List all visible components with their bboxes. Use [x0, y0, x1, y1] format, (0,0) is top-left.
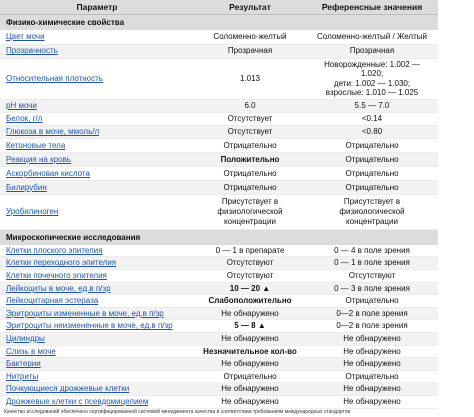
table-row	[0, 345, 438, 358]
table-row	[0, 58, 438, 99]
header-parameter: Параметр	[0, 0, 194, 15]
table-row	[0, 396, 438, 409]
reference-value: Отрицательно	[306, 370, 438, 383]
parameter-link[interactable]: Аскорбиновая кислота	[0, 166, 194, 180]
result-value: Отсутствуют	[194, 270, 306, 283]
footnote: Качество исследований обеспечено сертифицированной системой менеджмента качества в соответствии требованиям международных стандартов	[4, 409, 351, 415]
reference-value: Отрицательно	[306, 295, 438, 308]
header-reference: Референсные значения	[306, 0, 438, 15]
result-value: Отрицательно	[194, 166, 306, 180]
parameter-link[interactable]: Относительная плотность	[0, 58, 194, 99]
reference-value: Отрицательно	[306, 138, 438, 152]
reference-value: 0 — 1 в поле зрения	[306, 257, 438, 270]
table-row	[0, 383, 438, 396]
result-value: Не обнаружено	[194, 396, 306, 409]
parameter-link[interactable]: Бактерии	[0, 358, 194, 371]
result-value: Отсутствуют	[194, 257, 306, 270]
parameter-link[interactable]: Цвет мочи	[0, 30, 194, 44]
parameter-link[interactable]: Глюкоза в моче, ммоль/л	[0, 125, 194, 138]
result-value: Соломенно-желтый	[194, 30, 306, 44]
table-row	[0, 152, 438, 166]
parameter-link[interactable]: Клетки почечного эпителия	[0, 270, 194, 283]
result-value: Отсутствует	[194, 112, 306, 125]
result-value: 5 — 8 ▲	[194, 320, 306, 333]
reference-value: 5.5 — 7.0	[306, 99, 438, 112]
reference-value: Не обнаружено	[306, 345, 438, 358]
table-row	[0, 125, 438, 138]
result-value: 0 — 1 в препарате	[194, 245, 306, 257]
reference-value: Новорожденные: 1.002 — 1.020; дети: 1.002 — 1.030; взрослые: 1.010 — 1.025	[306, 58, 438, 99]
reference-value: Не обнаружено	[306, 383, 438, 396]
table-row	[0, 307, 438, 320]
table-header	[0, 0, 438, 15]
result-value: 6.0	[194, 99, 306, 112]
parameter-link[interactable]: Реакция на кровь	[0, 152, 194, 166]
table-row	[0, 245, 438, 257]
reference-value: <0.80	[306, 125, 438, 138]
parameter-link[interactable]: Лейкоциты в моче, ед.в п/зр	[0, 282, 194, 295]
section-header	[0, 229, 438, 245]
parameter-link[interactable]: Эритроциты измененные в моче, ед.в п/зр	[0, 307, 194, 320]
result-value: Отрицательно	[194, 138, 306, 152]
parameter-link[interactable]: Кетоновые тела	[0, 138, 194, 152]
parameter-link[interactable]: Клетки плоского эпителия	[0, 245, 194, 257]
table-row	[0, 358, 438, 371]
table-row	[0, 257, 438, 270]
table-row	[0, 99, 438, 112]
table-row	[0, 138, 438, 152]
reference-value: Присутствует в физиологической концентрации	[306, 194, 438, 229]
result-value: 10 — 20 ▲	[194, 282, 306, 295]
reference-value: Отрицательно	[306, 180, 438, 194]
table-row	[0, 30, 438, 44]
parameter-link[interactable]: pH мочи	[0, 99, 194, 112]
result-value: Отрицательно	[194, 180, 306, 194]
parameter-link[interactable]: Цилиндры	[0, 333, 194, 346]
parameter-link[interactable]: Прозрачность	[0, 44, 194, 58]
reference-value: Не обнаружено	[306, 396, 438, 409]
reference-value: <0.14	[306, 112, 438, 125]
table-row	[0, 180, 438, 194]
table-body	[0, 15, 438, 409]
reference-value: 0—2 в поле зрения	[306, 307, 438, 320]
result-value: Присутствует в физиологической концентрации	[194, 194, 306, 229]
parameter-link[interactable]: Лейкоцитарная эстераза	[0, 295, 194, 308]
section-title: Микроскопические исследования	[0, 229, 438, 245]
table-row	[0, 320, 438, 333]
table-row	[0, 44, 438, 58]
table-row	[0, 370, 438, 383]
table-row	[0, 282, 438, 295]
parameter-link[interactable]: Почкующиеся дрожжевые клетки	[0, 383, 194, 396]
parameter-link[interactable]: Билирубин	[0, 180, 194, 194]
result-value: Отсутствует	[194, 125, 306, 138]
reference-value: Не обнаружено	[306, 358, 438, 371]
reference-value: Соломенно-желтый / Желтый	[306, 30, 438, 44]
table-row	[0, 333, 438, 346]
parameter-link[interactable]: Уробилиноген	[0, 194, 194, 229]
reference-value: 0—2 в поле зрения	[306, 320, 438, 333]
result-value: 1.013	[194, 58, 306, 99]
header-result: Результат	[194, 0, 306, 15]
table-row	[0, 166, 438, 180]
result-value: Слабоположительно	[194, 295, 306, 308]
section-header	[0, 15, 438, 31]
result-value: Не обнаружено	[194, 358, 306, 371]
reference-value: 0 — 4 в поле зрения	[306, 245, 438, 257]
reference-value: Отрицательно	[306, 166, 438, 180]
table-row	[0, 112, 438, 125]
table-row	[0, 194, 438, 229]
result-value: Незначительное кол-во	[194, 345, 306, 358]
reference-value: Отсутствуют	[306, 270, 438, 283]
reference-value: Прозрачная	[306, 44, 438, 58]
parameter-link[interactable]: Дрожжевые клетки с псевдомицелием	[0, 396, 194, 409]
table-row	[0, 270, 438, 283]
parameter-link[interactable]: Нитриты	[0, 370, 194, 383]
parameter-link[interactable]: Эритроциты неизмененные в моче, ед.в п/зр	[0, 320, 194, 333]
result-value: Прозрачная	[194, 44, 306, 58]
result-value: Отрицательно	[194, 370, 306, 383]
result-value: Не обнаружено	[194, 333, 306, 346]
result-value: Не обнаружено	[194, 307, 306, 320]
reference-value: Отрицательно	[306, 152, 438, 166]
result-value: Положительно	[194, 152, 306, 166]
reference-value: Не обнаружено	[306, 333, 438, 346]
table-row	[0, 295, 438, 308]
section-title: Физико-химические свойства	[0, 15, 438, 31]
parameter-link[interactable]: Слизь в моче	[0, 345, 194, 358]
reference-value: 0 — 3 в поле зрения	[306, 282, 438, 295]
parameter-link[interactable]: Белок, г/л	[0, 112, 194, 125]
result-value: Не обнаружено	[194, 383, 306, 396]
parameter-link[interactable]: Клетки переходного эпителия	[0, 257, 194, 270]
